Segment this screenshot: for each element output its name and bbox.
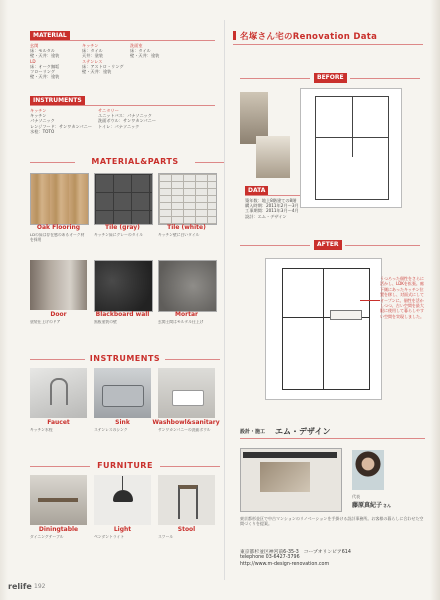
rep-label: 代表 <box>352 494 360 499</box>
instruments2-rule-left <box>30 359 85 360</box>
washbowl-label: Washbowl&sanitary <box>152 419 220 426</box>
mortar-label: Mortar <box>175 311 198 318</box>
after-rule-left <box>240 245 310 246</box>
materials-heading: MATERIAL&PARTS <box>91 157 179 166</box>
center-gutter <box>224 20 225 580</box>
sink-label: Sink <box>115 419 130 426</box>
diningtable-desc: ダイニングテーブル <box>30 535 64 539</box>
tile-white-desc: キッチン壁に白いタイル <box>158 233 200 237</box>
faucet-label: Faucet <box>47 419 70 426</box>
material-col-2: キッチン 床：タイル 天井：塗装 ステンレス 床：アストロ・リング 壁・天井：塗装 <box>82 43 124 75</box>
light-cord <box>122 476 123 490</box>
instruments-heading: INSTRUMENTS <box>89 354 161 363</box>
after-note-leader <box>360 300 380 301</box>
tile-gray-desc: キッチン床にグレーのタイル <box>94 233 144 237</box>
data-tag: DATA <box>245 186 268 196</box>
tile-white-label: Tile (white) <box>167 224 206 231</box>
blackboard-label: Blackboard wall <box>95 311 150 318</box>
stool-label: Stool <box>177 526 196 533</box>
rep-name-text: 藤原真紀子 <box>352 502 383 509</box>
designer-rule <box>240 438 425 439</box>
materials-rule-right <box>195 162 225 163</box>
instruments-tag: INSTRUMENTS <box>30 96 85 106</box>
material-tag: MATERIAL <box>30 31 70 41</box>
tile-gray-swatch <box>94 173 153 225</box>
table-icon <box>38 498 78 502</box>
tile-white-swatch <box>158 173 217 225</box>
material-col-3: 洗面室 床：タイル 壁・天井：塗装 <box>130 43 160 59</box>
after-rule-right <box>345 245 420 246</box>
renovation-title: 名塚さん宅のRenovation Data <box>240 32 378 42</box>
blackboard-swatch <box>94 260 153 312</box>
mortar-desc: 玄関土間はモルタル仕上げ <box>158 320 204 324</box>
before-rule-right <box>350 78 420 79</box>
material-rule <box>30 40 215 41</box>
tile-gray-label: Tile (gray) <box>105 224 140 231</box>
stool-icon <box>178 485 198 519</box>
faucet-icon <box>50 378 68 405</box>
oak-flooring-desc: LDの床は存在感のあるオーク材を採用 <box>30 233 85 242</box>
page-number: 192 <box>34 583 46 590</box>
material-col-1: 玄関 床：モルタル 壁・天井：塗装 LD 床：オーク無垢 フローリング 壁・天井：塗装 <box>30 43 60 80</box>
instruments-rule <box>30 105 215 106</box>
furniture-rule-right <box>160 466 220 467</box>
title-rule <box>233 44 423 45</box>
washbowl-desc: サンワカンパニーの洗面ボウル <box>158 428 211 432</box>
rep-name-suffix: さん <box>383 503 392 508</box>
faucet-desc: キッチン水栓 <box>30 428 53 432</box>
diningtable-label: Diningtable <box>38 526 79 533</box>
rep-photo <box>352 450 384 490</box>
mortar-swatch <box>158 260 217 312</box>
instruments-col-1: キッチン キッチン パナソニック レンジフード：サンワカンパニー 水栓：TOTO <box>30 108 92 134</box>
before-rule-left <box>240 78 310 79</box>
designer-tel: telephone 03-6427-3796 <box>240 555 300 560</box>
light-desc: ペンダントライト <box>94 535 125 539</box>
designer-desc: 東京都杉並区で中古マンションのリノベーションを手掛ける設計事務所。お客様の暮らしに合わせた空間づくりを提案。 <box>240 516 424 527</box>
data-lines: 築年数：地上8階建ての8階 購入時期：2011年2月〜3月 工事期間：2011年3月〜4月 設計：エム・デザイン <box>245 198 299 219</box>
oak-flooring-swatch <box>30 173 89 225</box>
materials-rule-left <box>30 162 75 163</box>
instruments-col-2: サニタリー ユニットバス：パナソニック 洗面ボウル：サンワカンパニー トイレ：パナソニック <box>98 108 156 129</box>
furniture-heading: FURNITURE <box>97 461 153 470</box>
after-plan-walls <box>282 268 370 390</box>
data-rule <box>245 195 300 196</box>
brand-logo: relife <box>8 582 32 591</box>
before-photo-2 <box>256 136 290 178</box>
designer-name: エム・デザイン <box>275 427 331 436</box>
after-tag: AFTER <box>314 240 342 250</box>
rep-name <box>352 500 391 509</box>
sink-desc: ステンレスのシンク <box>94 428 128 432</box>
blackboard-desc: 黒板塗装の壁 <box>94 320 117 324</box>
before-plan-walls <box>315 96 389 200</box>
designer-url[interactable]: http://www.m-design-renovation.com <box>240 562 330 567</box>
door-photo <box>30 260 87 310</box>
website-header <box>243 452 337 458</box>
after-plan-kitchen <box>330 310 362 320</box>
instruments2-rule-right <box>165 359 220 360</box>
sink-icon <box>102 385 144 407</box>
oak-flooring-label: Oak Flooring <box>36 224 81 231</box>
furniture-rule-left <box>30 466 90 467</box>
designer-label: 設計・施工 <box>240 429 266 435</box>
before-tag: BEFORE <box>314 73 347 83</box>
light-label: Light <box>113 526 132 533</box>
stool-desc: スツール <box>158 535 174 539</box>
title-marker <box>233 31 236 40</box>
designer-address: 東京都杉並区神宮前6-35-3 コープオリンピア614 <box>240 550 351 555</box>
door-label: Door <box>50 311 67 318</box>
washbowl-icon <box>172 390 204 406</box>
after-note: うつろった個性をさらに活かし、LDKを拡張。廊下側にあったキッチン位置を移し、対面式にしてオープンに。個性を活かしつつ、古い空間を最大限に使用して暮らしやすい空間を実現しました。 <box>380 276 424 319</box>
website-image <box>260 462 310 492</box>
door-desc: 塗装仕上げのドア <box>30 320 61 324</box>
